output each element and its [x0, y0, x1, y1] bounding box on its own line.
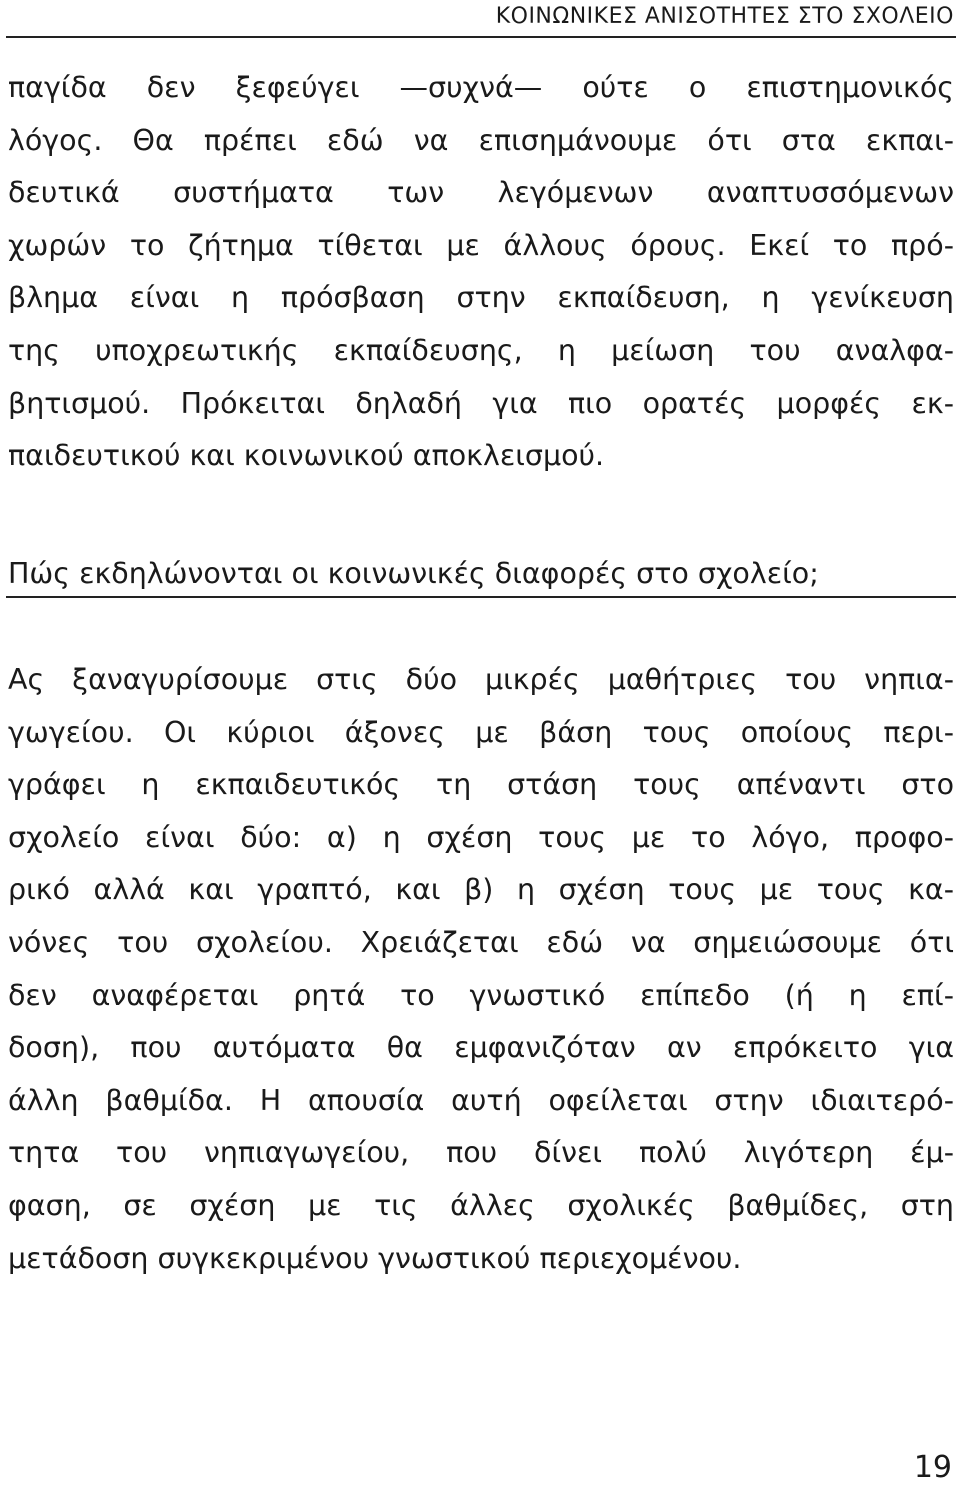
running-header: ΚΟΙΝΩΝΙΚΕΣ ΑΝΙΣΟΤΗΤΕΣ ΣΤΟ ΣΧΟΛΕΙΟ [495, 4, 954, 29]
paragraph-line: παιδευτικού και κοινωνικού αποκλεισμού. [8, 439, 605, 473]
paragraph-line: δευτικά συστήματα των λεγόμενων αναπτυσσόμενων [8, 176, 954, 210]
paragraph-line: δεν αναφέρεται ρητά το γνωστικό επίπεδο (ή η επί- [8, 978, 954, 1012]
page-number: 19 [913, 1450, 952, 1485]
heading-rule [6, 596, 956, 598]
paragraph-line: σχολείο είναι δύο: α) η σχέση τους με το λόγο, προφο- [8, 820, 954, 854]
paragraph-line: φαση, σε σχέση με τις άλλες σχολικές βαθμίδες, στη [8, 1188, 954, 1222]
paragraph-line: δοση), που αυτόματα θα εμφανιζόταν αν επρόκειτο για [8, 1031, 954, 1065]
paragraph-line: νόνες του σχολείου. Χρειάζεται εδώ να σημειώσουμε ότι [8, 925, 954, 959]
paragraph-2 [8, 654, 954, 1285]
paragraph-line: γράφει η εκπαιδευτικός τη στάση τους απέναντι στο [8, 768, 954, 802]
paragraph-line: βητισμού. Πρόκειται δηλαδή για πιο ορατές μορφές εκ- [8, 386, 954, 420]
paragraph-line: Ας ξαναγυρίσουμε στις δύο μικρές μαθήτριες του νηπια- [8, 663, 954, 696]
section-heading: Πώς εκδηλώνονται οι κοινωνικές διαφορές στο σχολείο; [8, 557, 819, 590]
paragraph-line: βλημα είναι η πρόσβαση στην εκπαίδευση, η γενίκευση [8, 281, 954, 315]
paragraph-line: μετάδοση συγκεκριμένου γνωστικού περιεχομένου. [8, 1241, 742, 1275]
paragraph-line: της υποχρεωτικής εκπαίδευσης, η μείωση του αναλφα- [8, 333, 954, 367]
header-rule [6, 36, 956, 38]
paragraph-line: χωρών το ζήτημα τίθεται με άλλους όρους. Εκεί το πρό- [8, 228, 954, 262]
paragraph-line: παγίδα δεν ξεφεύγει —συχνά— ούτε ο επιστημονικός [8, 71, 954, 104]
paragraph-line: λόγος. Θα πρέπει εδώ να επισημάνουμε ότι στα εκπαι- [8, 123, 954, 157]
paragraph-line: τητα του νηπιαγωγείου, που δίνει πολύ λιγότερη έμ- [8, 1136, 954, 1170]
paragraph-line: άλλη βαθμίδα. Η απουσία αυτή οφείλεται στην ιδιαιτερό- [8, 1083, 954, 1117]
paragraph-1 [8, 62, 954, 483]
paragraph-line: ρικό αλλά και γραπτό, και β) η σχέση τους με τους κα- [8, 873, 954, 907]
paragraph-line: γωγείου. Οι κύριοι άξονες με βάση τους οποίους περι- [8, 715, 954, 749]
